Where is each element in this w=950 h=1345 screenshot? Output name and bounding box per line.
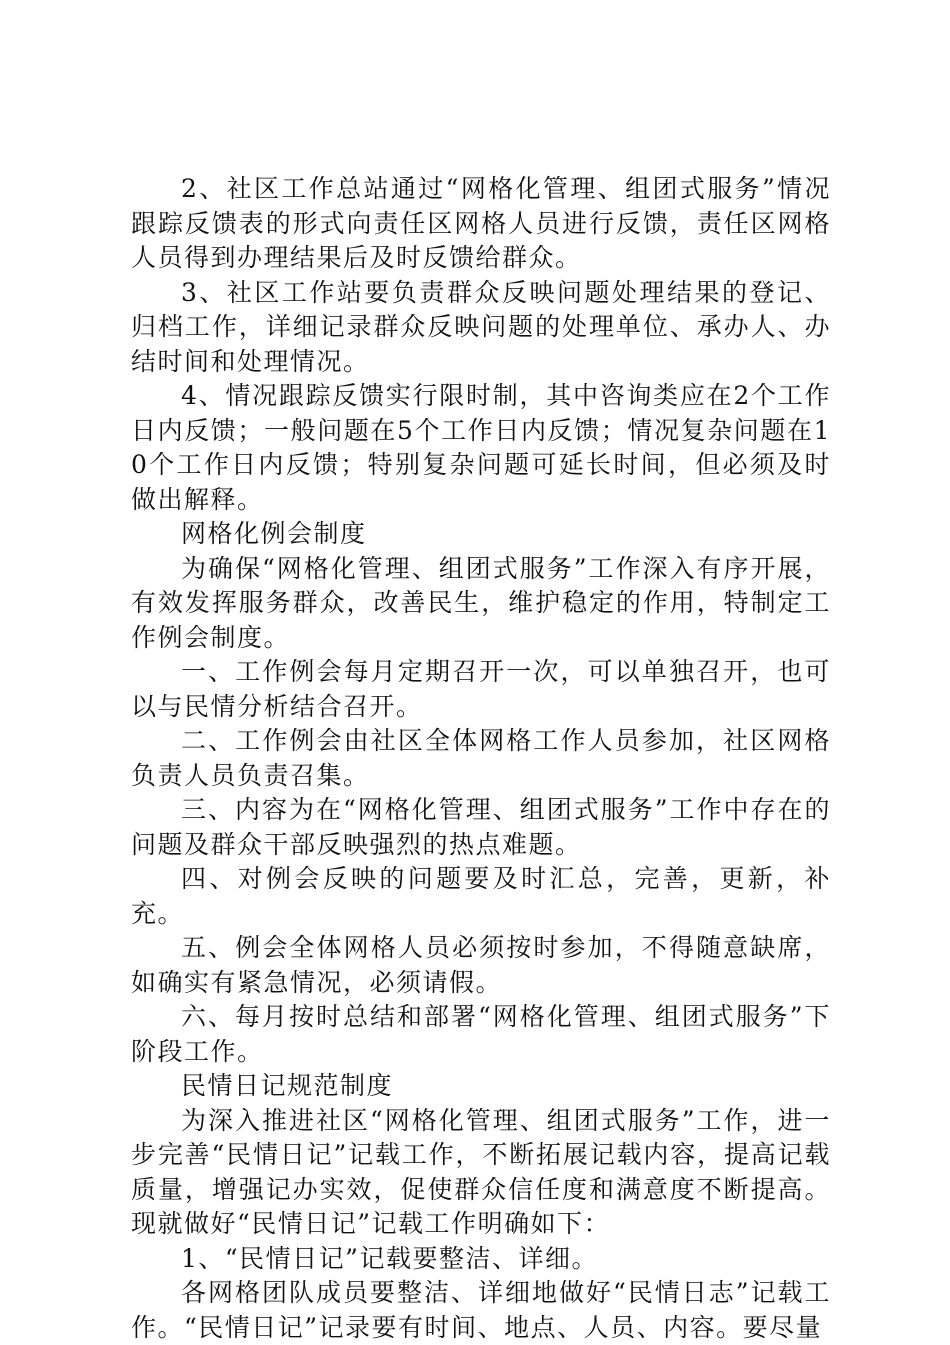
paragraph-meeting-item-5: 五、例会全体网格人员必须按时参加，不得随意缺席，如确实有紧急情况，必须请假。: [131, 933, 831, 997]
paragraph-diary-item-1: 1、“民情日记”记载要整洁、详细。: [181, 1243, 598, 1273]
paragraph-feedback-4: 4、情况跟踪反馈实行限时制，其中咨询类应在2个工作日内反馈；一般问题在5个工作日内反馈；情况复杂问题在10个工作日内反馈；特别复杂问题可延长时间，但必须及时做出解释。: [131, 381, 831, 514]
section-heading-meeting-system: 网格化例会制度: [181, 519, 367, 548]
paragraph-diary-intro: 为深入推进社区“网格化管理、组团式服务”工作，进一步完善“民情日记”记载工作，不断拓展记载内容，提高记载质量，增强记办实效，促使群众信任度和满意度不断提高。现就做好“民情日记”记载工作明确如下：: [131, 1105, 831, 1238]
paragraph-meeting-item-2: 二、工作例会由社区全体网格工作人员参加，社区网格负责人员负责召集。: [131, 726, 831, 790]
section-heading-diary-system: 民情日记规范制度: [181, 1071, 394, 1100]
document-body: [131, 172, 831, 1345]
paragraph-meeting-intro: 为确保“网格化管理、组团式服务”工作深入有序开展，有效发挥服务群众，改善民生，维护稳定的作用，特制定工作例会制度。: [131, 553, 831, 652]
paragraph-meeting-item-1: 一、工作例会每月定期召开一次，可以单独召开，也可以与民情分析结合召开。: [131, 657, 831, 721]
paragraph-meeting-item-3: 三、内容为在“网格化管理、组团式服务”工作中存在的问题及群众干部反映强烈的热点难题。: [131, 795, 831, 859]
paragraph-meeting-item-4: 四、对例会反映的问题要及时汇总，完善，更新，补充。: [131, 864, 831, 928]
paragraph-feedback-3: 3、社区工作站要负责群众反映问题处理结果的登记、归档工作，详细记录群众反映问题的处理单位、承办人、办结时间和处理情况。: [131, 277, 831, 376]
paragraph-diary-detail: 各网格团队成员要整洁、详细地做好“民情日志”记载工作。“民情日记”记录要有时间、地点、人员、内容。要尽量: [131, 1278, 831, 1342]
paragraph-meeting-item-6: 六、每月按时总结和部署“网格化管理、组团式服务”下阶段工作。: [131, 1002, 831, 1066]
paragraph-feedback-2: 2、社区工作总站通过“网格化管理、组团式服务”情况跟踪反馈表的形式向责任区网格人员进行反馈，责任区网格人员得到办理结果后及时反馈给群众。: [131, 174, 831, 272]
